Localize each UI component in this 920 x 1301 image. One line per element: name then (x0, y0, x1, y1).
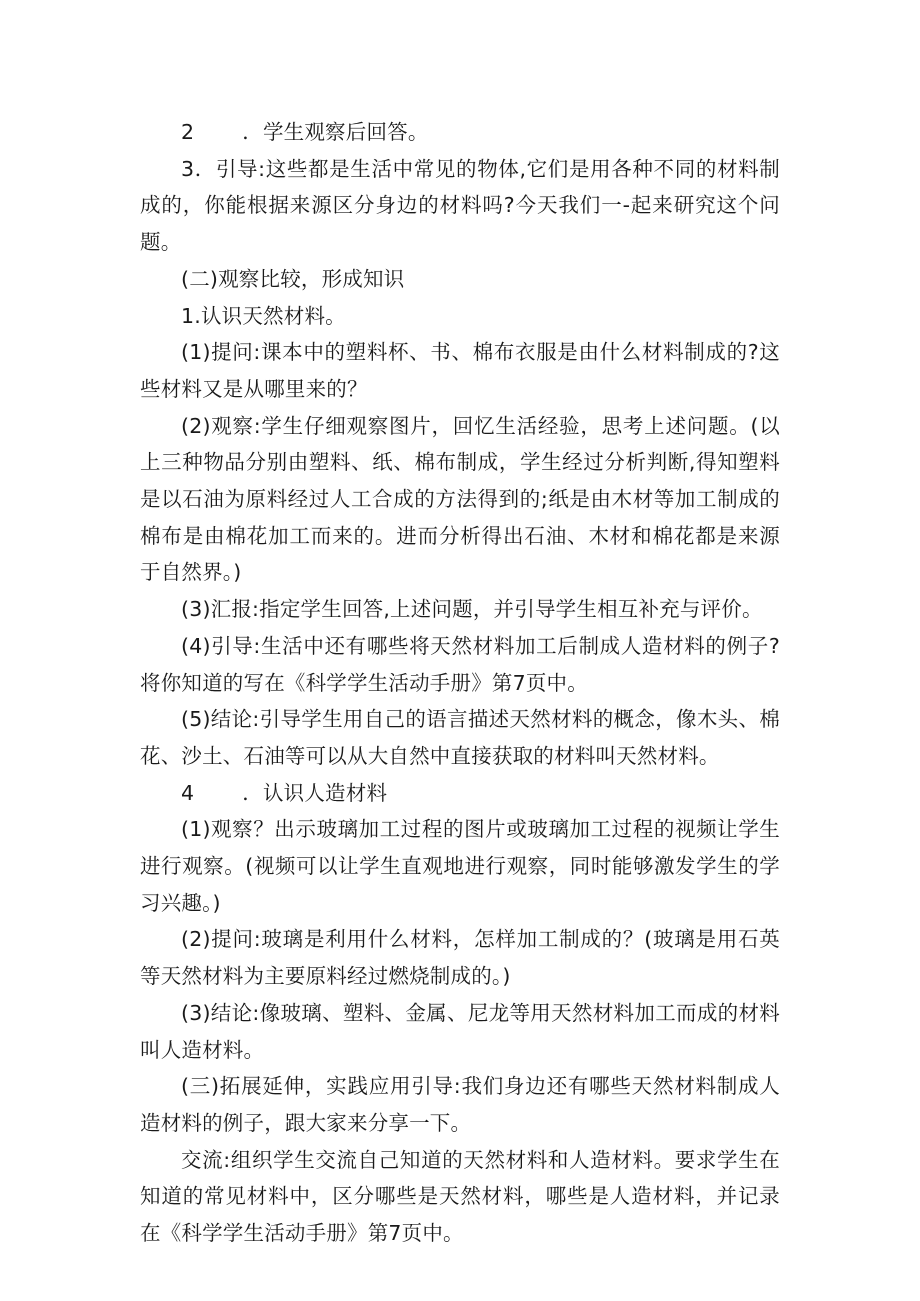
paragraph-guide: 3．引导:这些都是生活中常见的物体,它们是用各种不同的材料制成的，你能根据来源区分身边的材料吗?今天我们一-起来研究这个问题。 (140, 156, 780, 255)
subheading-artificial-materials (140, 775, 780, 812)
paragraph-observe: (2)观察:学生仔细观察图片，回忆生活经验，思考上述问题。(以上三种物品分别由塑料、纸、棉布制成，学生经过分析判断,得知塑料是以石油为原料经过人工合成的方法得到的;纸是由木材等加工制成的棉布是由棉花加工而来的。进而分析得出石油、木材和棉花都是来源于自然界。) (140, 413, 780, 585)
list-number: 2 (181, 120, 195, 144)
paragraph-report: (3)汇报:指定学生回答,上述问题，并引导学生相互补充与评价。 (181, 597, 763, 622)
paragraph-conclusion-artificial: (3)结论:像玻璃、塑料、金属、尼龙等用天然材料加工而成的材料叫人造材料。 (140, 1000, 780, 1062)
paragraph-student-answer (140, 114, 780, 151)
section-heading-extension: (三)拓展延伸，实践应用引导:我们身边还有哪些天然材料制成人造材料的例子，跟大家来分享一下。 (140, 1074, 780, 1135)
list-number: 4 (181, 780, 195, 805)
paragraph-guide-examples: (4)引导:生活中还有哪些将天然材料加工后制成人造材料的例子?将你知道的写在《科学学生活动手册》第7页中。 (140, 633, 780, 695)
document-body (140, 114, 780, 1252)
paragraph-conclusion-natural: (5)结论:引导学生用自己的语言描述天然材料的概念，像木头、棉花、沙土、石油等可以从大自然中直接获取的材料叫天然材料。 (140, 707, 780, 768)
paragraph-observe-glass: (1)观察？出示玻璃加工过程的图片或玻璃加工过程的视频让学生进行观察。(视频可以让学生直观地进行观察，同时能够激发学生的学习兴趣。) (140, 817, 780, 915)
section-heading-observe-compare: (二)观察比较，形成知识 (181, 266, 405, 291)
paragraph-question-glass: (2)提问:玻璃是利用什么材料，怎样加工制成的？(玻璃是用石英等天然材料为主要原料经过燃烧制成的。) (140, 927, 780, 989)
paragraph-text: ．学生观察后回答。 (242, 120, 429, 144)
paragraph-exchange: 交流:组织学生交流自己知道的天然材料和人造材料。要求学生在知道的常见材料中，区分哪些是天然材料，哪些是人造材料，并记录在《科学学生活动手册》第7页中。 (140, 1147, 780, 1246)
paragraph-question: (1)提问:课本中的塑料杯、书、棉布衣服是由什么材料制成的?这些材料又是从哪里来的？ (140, 340, 780, 401)
paragraph-text: ．认识人造材料 (242, 780, 388, 805)
subheading-natural-materials: 1.认识天然材料。 (181, 303, 346, 328)
